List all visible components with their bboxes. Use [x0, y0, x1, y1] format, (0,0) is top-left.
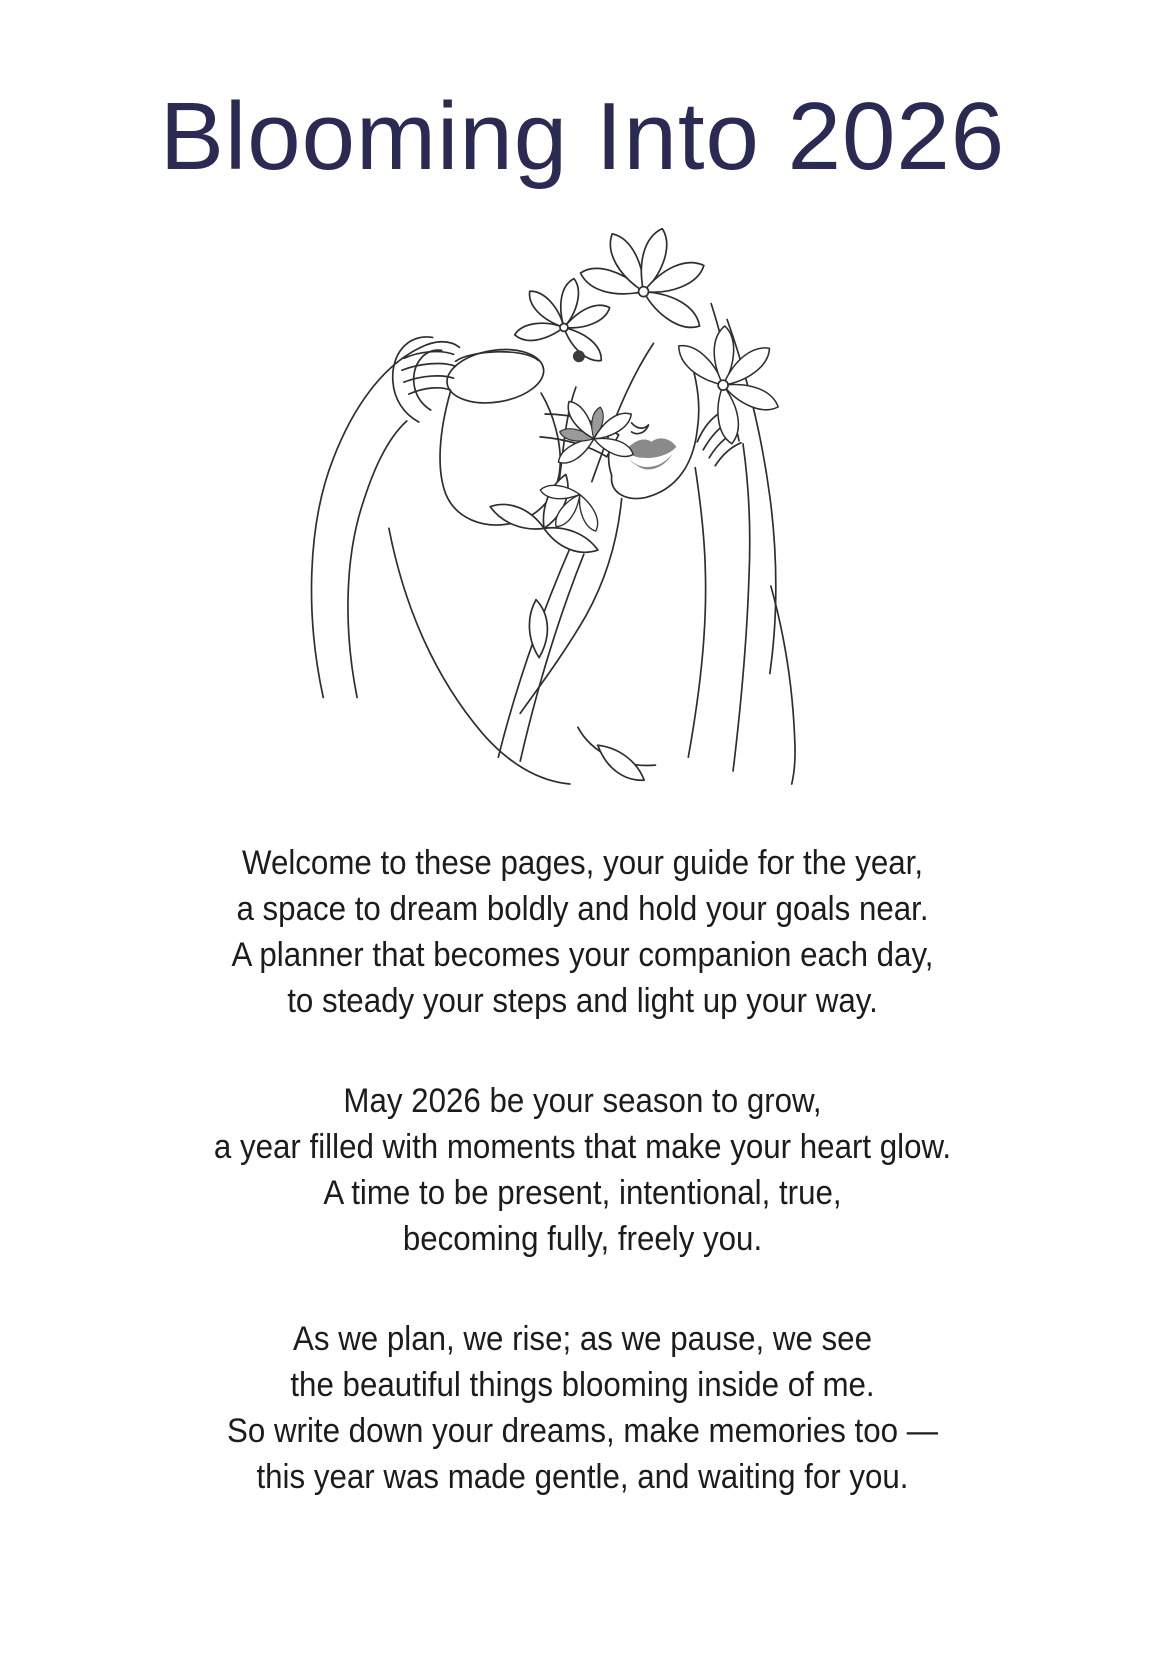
- woman-watering-flowers-illustration: [292, 228, 822, 785]
- poem-line: So write down your dreams, make memories too —: [226, 1412, 939, 1450]
- poem-line: the beautiful things blooming inside of me.: [290, 1366, 875, 1404]
- poem-line: a space to dream boldly and hold your goals near.: [236, 890, 929, 928]
- poem-line: to steady your steps and light up your way.: [287, 982, 878, 1020]
- poem-stanza-3: [47, 1316, 1119, 1500]
- poem-line: becoming fully, freely you.: [402, 1220, 763, 1258]
- poem-line: Welcome to these pages, your guide for the year,: [241, 844, 924, 882]
- poem-line: A time to be present, intentional, true,: [323, 1174, 842, 1212]
- poem-line: a year filled with moments that make your heart glow.: [213, 1128, 952, 1166]
- poem-stanza-1: [47, 840, 1119, 1024]
- poem-line: As we plan, we rise; as we pause, we see: [293, 1320, 872, 1358]
- page-title: Blooming Into 2026: [159, 83, 1006, 190]
- welcome-poem: [0, 840, 1165, 1554]
- poem-stanza-2: [47, 1078, 1119, 1262]
- line-art-drawing-icon: [292, 228, 822, 785]
- poem-line: May 2026 be your season to grow,: [343, 1082, 822, 1120]
- poem-line: this year was made gentle, and waiting for you.: [256, 1458, 909, 1496]
- poem-line: A planner that becomes your companion each day,: [231, 936, 934, 974]
